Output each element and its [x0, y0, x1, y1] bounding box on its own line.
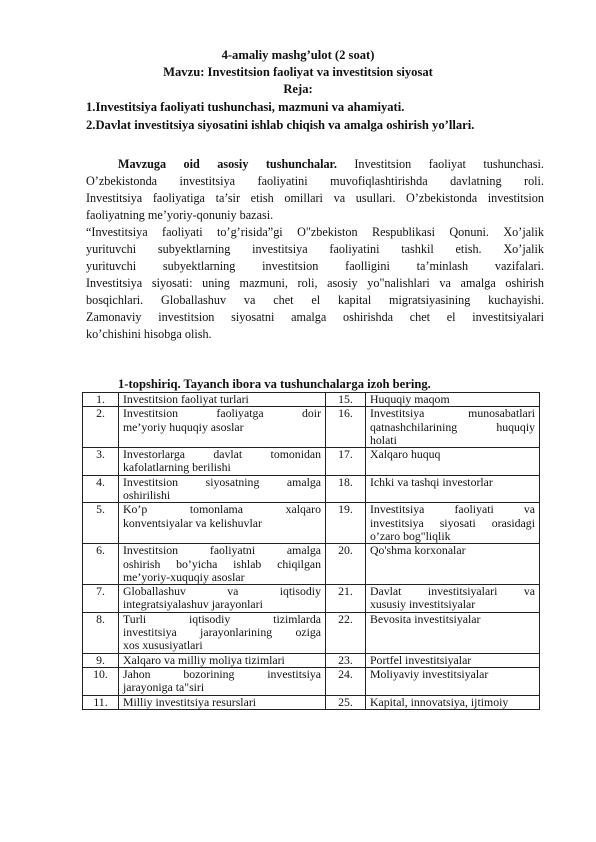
law-line: Investitsiya siyosati: uning mazmuni, roli, asosiy yo"nalishlari va amalga oshirish	[86, 276, 544, 290]
term-line: Globallashuv va iqtisodiy	[123, 584, 321, 599]
term-cell	[119, 393, 326, 407]
table-row	[83, 653, 540, 667]
row-number: 25.	[326, 695, 366, 709]
row-number: 20.	[326, 544, 366, 585]
term-line: Ichki va tashqi investorlar	[370, 474, 493, 489]
plan-label: Reja:	[283, 82, 313, 96]
term-line: Davlat investitsiyalari va	[370, 584, 535, 599]
row-number: 9.	[83, 653, 119, 667]
term-cell	[366, 475, 540, 503]
term-cell	[119, 585, 326, 613]
row-number: 15.	[326, 393, 366, 407]
law-line: yurituvchi subyektlarning investitsiya faoliyatini tashkil etish. Xo’jalik	[86, 242, 544, 256]
row-number: 24.	[326, 667, 366, 695]
row-number: 6.	[83, 544, 119, 585]
table-row	[83, 393, 540, 407]
term-cell	[119, 653, 326, 667]
intro-line: Investitsiya faoliyatiga ta’sir etish omillari va usullari. O’zbekistonda investitsion	[86, 191, 544, 205]
term-cell	[366, 612, 540, 653]
table-row	[83, 475, 540, 503]
term-cell	[119, 667, 326, 695]
term-line: oshirish bo’yicha ishlab chiqilgan	[123, 556, 321, 571]
term-line: oshirilishi	[123, 488, 171, 503]
row-number: 18.	[326, 475, 366, 503]
term-cell	[119, 695, 326, 709]
term-cell	[366, 448, 540, 476]
term-line: integratsiyalashuv jarayonlari	[123, 597, 263, 612]
table-row	[83, 544, 540, 585]
plan-item-2: 2.Davlat investitsiya siyosatini ishlab chiqish va amalga oshirish yo’llari.	[86, 118, 475, 132]
row-number: 11.	[83, 695, 119, 709]
term-line: Investitsion faoliyatni amalga	[123, 543, 321, 558]
term-line: o’zaro bog"liqlik	[370, 528, 451, 543]
law-line: bosqichlari. Globallashuv va chet el kapital migratsiyasining kuchayishi.	[86, 293, 544, 307]
term-line: Qo'shma korxonalar	[370, 543, 466, 558]
intro-paragraph	[86, 156, 544, 207]
term-line: Investitsion faoliyat turlari	[123, 392, 249, 406]
term-cell	[366, 653, 540, 667]
table-row	[83, 448, 540, 476]
intro-paragraph-end: faoliyatning me’yoriy-qonuniy bazasi.	[86, 208, 274, 222]
row-number: 7.	[83, 585, 119, 613]
table-row	[83, 407, 540, 448]
term-line: me’yoriy-xuquqiy asoslar	[123, 569, 245, 584]
term-cell	[119, 407, 326, 448]
term-line: Xalqaro va milliy moliya tizimlari	[123, 652, 285, 667]
plan-item-1: 1.Investitsiya faoliyati tushunchasi, mazmuni va ahamiyati.	[86, 100, 405, 114]
term-line: Ko’p tomonlama xalqaro	[123, 502, 321, 517]
law-line: Zamonaviy investitsion siyosatni amalga oshirishda chet el investitsiyalari	[86, 310, 544, 324]
term-cell	[366, 667, 540, 695]
table-row	[83, 667, 540, 695]
intro-line: Mavzuga oid asosiy tushunchalar. Investitsion faoliyat tushunchasi.	[118, 157, 544, 171]
law-paragraph-end: ko’chishini hisobga olish.	[86, 327, 212, 341]
term-cell	[366, 544, 540, 585]
intro-line: O’zbekistonda investitsiya faoliyatini muvofiqlashtirishda davlatning roli.	[86, 174, 544, 188]
term-line: Turli iqtisodiy tizimlarda	[123, 611, 321, 626]
term-cell	[119, 612, 326, 653]
term-line: xos xususiyatlari	[123, 638, 203, 653]
task-title: 1-topshiriq. Tayanch ibora va tushunchalarga izoh bering.	[118, 377, 431, 391]
term-line: holati	[370, 432, 397, 447]
term-cell	[119, 475, 326, 503]
row-number: 10.	[83, 667, 119, 695]
term-line: Huquqiy maqom	[370, 392, 450, 406]
term-cell	[119, 503, 326, 544]
table-row	[83, 612, 540, 653]
term-cell	[366, 585, 540, 613]
intro-lead: Mavzuga oid asosiy tushunchalar.	[118, 157, 337, 171]
row-number: 17.	[326, 448, 366, 476]
row-number: 4.	[83, 475, 119, 503]
law-line: yurituvchi subyektlarning investitsion faolligini ta’minlash vazifalari.	[86, 259, 544, 273]
law-paragraph	[86, 224, 544, 326]
term-line: jarayoniga ta"siri	[123, 680, 205, 695]
term-cell	[366, 393, 540, 407]
term-line: Investitsiya munosabatlari	[370, 406, 535, 421]
term-line: qatnashchilarining huquqiy	[370, 419, 535, 434]
term-line: investitsiya siyosati orasidagi	[370, 515, 535, 530]
term-line: Portfel investitsiyalar	[370, 652, 472, 667]
term-cell	[119, 448, 326, 476]
term-line: Investitsion faoliyatga doir	[123, 406, 321, 421]
term-line: Jahon bozorining investitsiya	[123, 666, 321, 681]
term-line: Investorlarga davlat tomonidan	[123, 447, 321, 462]
term-line: Investitsiya faoliyati va	[370, 502, 535, 517]
row-number: 5.	[83, 503, 119, 544]
row-number: 2.	[83, 407, 119, 448]
term-cell	[366, 503, 540, 544]
term-line: me’yoriy huquqiy asoslar	[123, 419, 244, 434]
table-row	[83, 585, 540, 613]
term-cell	[366, 407, 540, 448]
term-line: konventsiyalar va kelishuvlar	[123, 515, 262, 530]
term-line: Moliyaviy investitsiyalar	[370, 666, 489, 681]
term-line: kafolatlarning berilishi	[123, 460, 231, 475]
row-number: 19.	[326, 503, 366, 544]
law-line: “Investitsiya faoliyati to’g’risida”gi O"zbekiston Respublikasi Qonuni. Xo’jalik	[86, 225, 544, 239]
terms-table	[82, 392, 540, 710]
terms-table-body	[83, 393, 540, 710]
term-line: Bevosita investitsiyalar	[370, 611, 481, 626]
row-number: 1.	[83, 393, 119, 407]
term-cell	[119, 544, 326, 585]
row-number: 23.	[326, 653, 366, 667]
table-row	[83, 503, 540, 544]
term-line: investitsiya jarayonlarining oziga	[123, 625, 321, 640]
term-line: Kapital, innovatsiya, ijtimoiy	[370, 694, 509, 709]
term-line: Xalqaro huquq	[370, 447, 441, 462]
term-line: Milliy investitsiya resurslari	[123, 694, 257, 709]
term-line: xususiy investitsiyalar	[370, 597, 476, 612]
term-line: Investitsion siyosatning amalga	[123, 474, 321, 489]
term-cell	[366, 695, 540, 709]
row-number: 22.	[326, 612, 366, 653]
page-title: 4-amaliy mashg’ulot (2 soat)	[221, 48, 375, 62]
row-number: 3.	[83, 448, 119, 476]
row-number: 21.	[326, 585, 366, 613]
row-number: 8.	[83, 612, 119, 653]
topic-title: Mavzu: Investitsion faoliyat va investitsion siyosat	[163, 65, 433, 79]
row-number: 16.	[326, 407, 366, 448]
table-row	[83, 695, 540, 709]
